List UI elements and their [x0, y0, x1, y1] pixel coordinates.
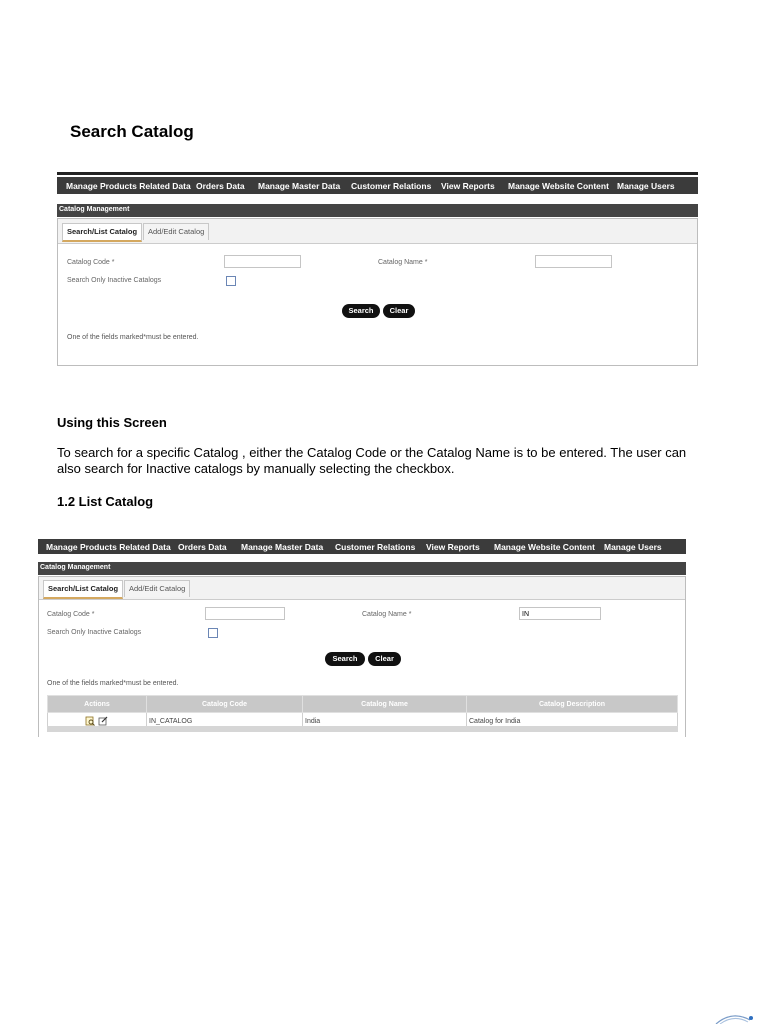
catalog-name-label: Catalog Name * [362, 611, 412, 618]
logo-mark [714, 1012, 754, 1024]
nav-manage-users[interactable]: Manage Users [604, 542, 662, 552]
inactive-catalogs-label: Search Only Inactive Catalogs [47, 629, 142, 636]
view-icon[interactable] [85, 716, 95, 726]
nav-view-reports[interactable]: View Reports [441, 181, 495, 191]
main-nav [57, 177, 698, 194]
catalog-name-input[interactable] [535, 255, 612, 268]
nav-view-reports[interactable]: View Reports [426, 542, 480, 552]
nav-customer-relations[interactable]: Customer Relations [335, 542, 416, 552]
column-header-catalog-name[interactable]: Catalog Name [303, 696, 467, 713]
required-note: One of the fields marked*must be entered. [47, 680, 179, 687]
tab-add-edit-catalog[interactable]: Add/Edit Catalog [124, 580, 190, 597]
nav-manage-products[interactable]: Manage Products Related Data [46, 542, 171, 552]
nav-customer-relations[interactable]: Customer Relations [351, 181, 432, 191]
nav-manage-master-data[interactable]: Manage Master Data [241, 542, 324, 552]
catalog-name-input[interactable]: IN [519, 607, 601, 620]
table-header-row [48, 696, 678, 713]
catalog-name-label: Catalog Name * [378, 259, 428, 266]
row-catalog-name: India [303, 713, 467, 730]
screenshot-search-catalog [57, 172, 698, 368]
tab-search-list-catalog[interactable]: Search/List Catalog [62, 223, 142, 242]
section-bar: Catalog Management [38, 562, 686, 575]
clear-button[interactable]: Clear [368, 652, 401, 666]
tab-search-list-catalog[interactable]: Search/List Catalog [43, 580, 123, 599]
nav-manage-website-content[interactable]: Manage Website Content [494, 542, 595, 552]
list-catalog-heading: 1.2 List Catalog [57, 494, 154, 509]
catalog-code-label: Catalog Code * [67, 259, 115, 266]
section-heading: Using this Screen [57, 415, 167, 430]
clear-button[interactable]: Clear [383, 304, 415, 318]
column-header-catalog-description[interactable]: Catalog Description [467, 696, 678, 713]
column-header-actions: Actions [48, 696, 147, 713]
inactive-catalogs-checkbox[interactable] [208, 628, 218, 638]
nav-orders-data[interactable]: Orders Data [178, 542, 227, 552]
required-note: One of the fields marked*must be entered. [67, 334, 199, 341]
nav-manage-users[interactable]: Manage Users [617, 181, 675, 191]
document-title: Search Catalog [70, 122, 194, 141]
row-catalog-code: IN_CATALOG [147, 713, 303, 730]
main-nav [38, 539, 686, 554]
column-header-catalog-code[interactable]: Catalog Code [147, 696, 303, 713]
section-paragraph: To search for a specific Catalog , either the Catalog Code or the Catalog Name is to be entered. The user can also search for Inactive catalogs by manually selecting the checkbox. [57, 445, 687, 476]
edit-icon[interactable] [98, 716, 108, 726]
catalog-panel [38, 576, 686, 737]
tab-add-edit-catalog[interactable]: Add/Edit Catalog [143, 223, 209, 240]
section-bar: Catalog Management [57, 204, 698, 217]
catalog-code-input[interactable] [205, 607, 285, 620]
catalog-code-input[interactable] [224, 255, 301, 268]
search-button[interactable]: Search [325, 652, 365, 666]
row-catalog-description: Catalog for India [467, 713, 678, 730]
inactive-catalogs-checkbox[interactable] [226, 276, 236, 286]
nav-manage-products[interactable]: Manage Products Related Data [66, 181, 191, 191]
nav-orders-data[interactable]: Orders Data [196, 181, 245, 191]
nav-manage-website-content[interactable]: Manage Website Content [508, 181, 609, 191]
table-footer [47, 726, 678, 732]
catalog-code-label: Catalog Code * [47, 611, 95, 618]
nav-manage-master-data[interactable]: Manage Master Data [258, 181, 341, 191]
catalog-results-table [47, 695, 678, 730]
catalog-panel [57, 218, 698, 366]
inactive-catalogs-label: Search Only Inactive Catalogs [67, 277, 162, 284]
screenshot-list-catalog [38, 539, 686, 737]
search-button[interactable]: Search [342, 304, 380, 318]
